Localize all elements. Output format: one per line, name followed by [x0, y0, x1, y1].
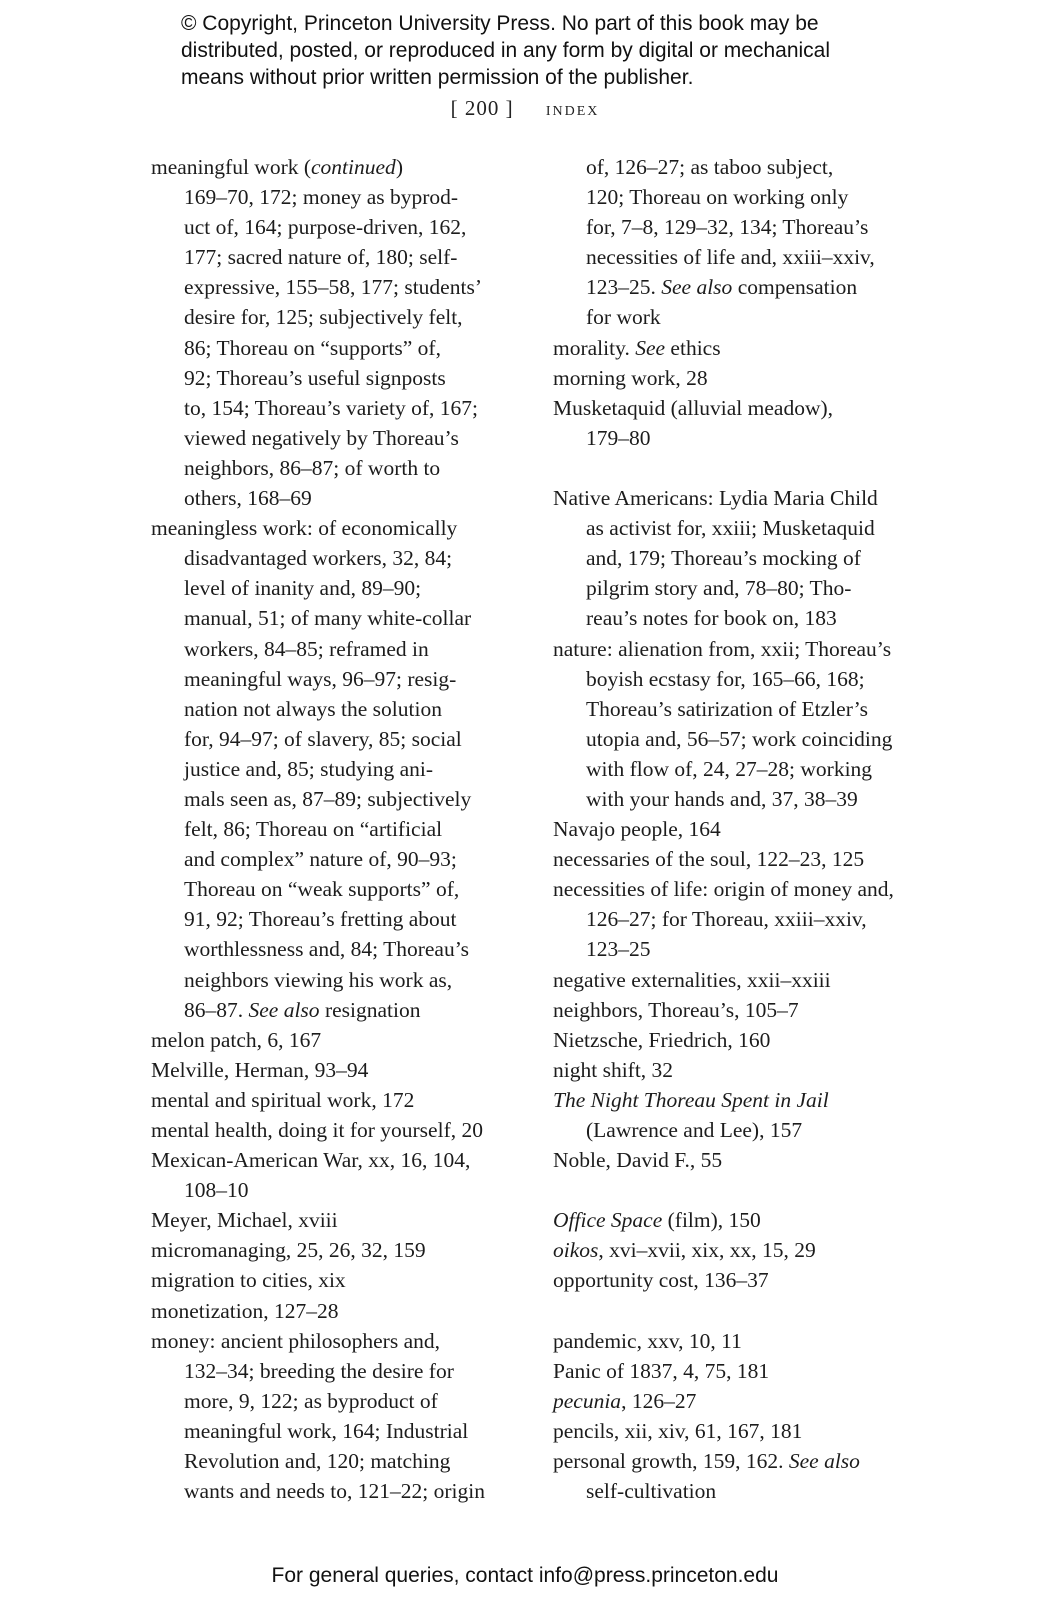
index-subentry-line: manual, 51; of many white-collar [184, 606, 472, 631]
index-subentry-line: Thoreau’s satirization of Etzler’s [586, 696, 868, 721]
page-number: [ 200 ] [450, 96, 514, 120]
index-column-left [151, 152, 521, 1506]
index-subentry-line: neighbors, 86–87; of worth to [184, 455, 441, 480]
index-subentry-line: (Lawrence and Lee), 157 [586, 1118, 803, 1142]
index-subentry-line: 108–10 [184, 1178, 249, 1203]
index-subentry-line: worthlessness and, 84; Thoreau’s [184, 937, 470, 962]
index-subentry-line: and, 179; Thoreau’s mocking of [586, 546, 861, 571]
index-spacer [553, 1175, 925, 1205]
index-subentry-line: 177; sacred nature of, 180; self- [184, 245, 458, 270]
index-entry-line: Musketaquid (alluvial meadow), [553, 395, 834, 420]
running-head [0, 96, 1050, 121]
index-subentry-line: with your hands and, 37, 38–39 [586, 786, 858, 811]
index-spacer [553, 1296, 925, 1326]
index-entry-line: nature: alienation from, xxii; Thoreau’s [553, 636, 892, 661]
footer-contact: For general queries, contact info@press.princeton.edu [271, 1564, 779, 1587]
index-entry-line: night shift, 32 [553, 1057, 674, 1082]
index-subentry-line: justice and, 85; studying ani- [184, 756, 434, 781]
index-entry-line: meaningless work: of economically [151, 516, 458, 541]
index-subentry-line: meaningful work, 164; Industrial [184, 1418, 469, 1443]
index-entry-line: migration to cities, xix [151, 1268, 346, 1293]
index-subentry-line: desire for, 125; subjectively felt, [184, 305, 463, 330]
index-subentry-line: necessities of life and, xxiii–xxiv, [586, 245, 875, 270]
index-subentry-line: 126–27; for Thoreau, xxiii–xxiv, [586, 907, 867, 932]
index-entry-line: meaningful work (continued) [151, 155, 403, 179]
index-subentry-line: workers, 84–85; reframed in [184, 636, 429, 661]
index-subentry-line: 120; Thoreau on working only [586, 185, 849, 210]
index-entry-line: morning work, 28 [553, 365, 708, 390]
index-subentry-line: Thoreau on “weak supports” of, [184, 877, 460, 902]
index-entry-line: Mexican-American War, xx, 16, 104, [151, 1148, 471, 1173]
index-entry-line: pecunia, 126–27 [553, 1388, 697, 1413]
index-entry-line: Office Space (film), 150 [553, 1208, 761, 1233]
copyright-notice [181, 10, 901, 91]
index-subentry-line: disadvantaged workers, 32, 84; [184, 546, 453, 571]
index-subentry-line: 91, 92; Thoreau’s fretting about [184, 907, 457, 932]
index-subentry-line: mals seen as, 87–89; subjectively [184, 786, 472, 811]
copyright-line-2: distributed, posted, or reproduced in any form by digital or mechanical [181, 39, 831, 62]
index-subentry-line: 132–34; breeding the desire for [184, 1358, 454, 1383]
index-column-right [553, 152, 925, 1506]
index-subentry-line: to, 154; Thoreau’s variety of, 167; [184, 395, 478, 420]
index-subentry-line: for work [586, 305, 661, 330]
index-entry-line: pandemic, xxv, 10, 11 [553, 1328, 742, 1353]
index-entry-line: monetization, 127–28 [151, 1298, 339, 1323]
index-subentry-line: 86; Thoreau on “supports” of, [184, 335, 441, 360]
index-spacer [553, 453, 925, 483]
index-entry-line: Panic of 1837, 4, 75, 181 [553, 1358, 770, 1383]
index-subentry-line: self-cultivation [586, 1479, 717, 1504]
index-subentry-line: meaningful ways, 96–97; resig- [184, 666, 457, 691]
index-subentry-line: others, 168–69 [184, 486, 312, 511]
index-subentry-line: with flow of, 24, 27–28; working [586, 756, 873, 781]
index-entry-line: necessaries of the soul, 122–23, 125 [553, 847, 865, 872]
index-subentry-line: for, 94–97; of slavery, 85; social [184, 726, 462, 751]
index-subentry-line: nation not always the solution [184, 696, 442, 721]
index-entry-line: opportunity cost, 136–37 [553, 1268, 769, 1293]
index-subentry-line: 123–25. See also compensation [586, 275, 858, 300]
index-entry-line: money: ancient philosophers and, [151, 1328, 440, 1353]
index-subentry-line: expressive, 155–58, 177; students’ [184, 275, 482, 300]
index-subentry-line: and complex” nature of, 90–93; [184, 847, 457, 872]
index-entry-line: Native Americans: Lydia Maria Child [553, 486, 878, 511]
index-subentry-line: wants and needs to, 121–22; origin [184, 1479, 485, 1504]
index-entry-line: pencils, xii, xiv, 61, 167, 181 [553, 1418, 803, 1443]
index-subentry-line: Revolution and, 120; matching [184, 1449, 451, 1474]
index-entry-line: Melville, Herman, 93–94 [151, 1057, 369, 1082]
index-entry-line: Nietzsche, Friedrich, 160 [553, 1027, 771, 1052]
index-entry-line: morality. See ethics [553, 335, 721, 360]
index-entry-line: mental health, doing it for yourself, 20 [151, 1118, 483, 1142]
index-entry-line: personal growth, 159, 162. See also [553, 1449, 860, 1474]
index-subentry-line: reau’s notes for book on, 183 [586, 606, 837, 631]
index-subentry-line: of, 126–27; as taboo subject, [586, 155, 834, 179]
index-subentry-line: uct of, 164; purpose-driven, 162, [184, 215, 467, 240]
index-subentry-line: 92; Thoreau’s useful signposts [184, 365, 446, 390]
section-title: index [545, 98, 600, 120]
index-subentry-line: felt, 86; Thoreau on “artificial [184, 817, 443, 842]
index-entry-line: micromanaging, 25, 26, 32, 159 [151, 1238, 426, 1263]
index-entry-line: melon patch, 6, 167 [151, 1027, 322, 1052]
index-subentry-line: pilgrim story and, 78–80; Tho- [586, 576, 852, 601]
index-entry-line: necessities of life: origin of money and, [553, 877, 894, 902]
index-entry-line: negative externalities, xxii–xxiii [553, 967, 831, 992]
index-entry-line: oikos, xvi–xvii, xix, xx, 15, 29 [553, 1238, 816, 1263]
index-entry-line: mental and spiritual work, 172 [151, 1087, 415, 1112]
index-subentry-line: 169–70, 172; money as byprod- [184, 185, 459, 210]
index-subentry-line: 86–87. See also resignation [184, 997, 421, 1022]
index-subentry-line: for, 7–8, 129–32, 134; Thoreau’s [586, 215, 869, 240]
index-entry-line: Noble, David F., 55 [553, 1148, 723, 1173]
index-entry-line: The Night Thoreau Spent in Jail [553, 1087, 829, 1112]
index-subentry-line: utopia and, 56–57; work coinciding [586, 726, 893, 751]
index-subentry-line: boyish ecstasy for, 165–66, 168; [586, 666, 865, 691]
index-subentry-line: more, 9, 122; as byproduct of [184, 1388, 438, 1413]
index-subentry-line: viewed negatively by Thoreau’s [184, 425, 459, 450]
index-subentry-line: 123–25 [586, 937, 651, 962]
index-entry-line: Navajo people, 164 [553, 817, 721, 842]
index-entry-line: neighbors, Thoreau’s, 105–7 [553, 997, 799, 1022]
index-subentry-line: level of inanity and, 89–90; [184, 576, 422, 601]
index-subentry-line: as activist for, xxiii; Musketaquid [586, 516, 875, 541]
index-entry-line: Meyer, Michael, xviii [151, 1208, 338, 1233]
index-subentry-line: 179–80 [586, 425, 651, 450]
copyright-line-1: © Copyright, Princeton University Press. No part of this book may be [181, 12, 819, 35]
copyright-line-3: means without prior written permission of the publisher. [181, 66, 694, 89]
index-subentry-line: neighbors viewing his work as, [184, 967, 453, 992]
